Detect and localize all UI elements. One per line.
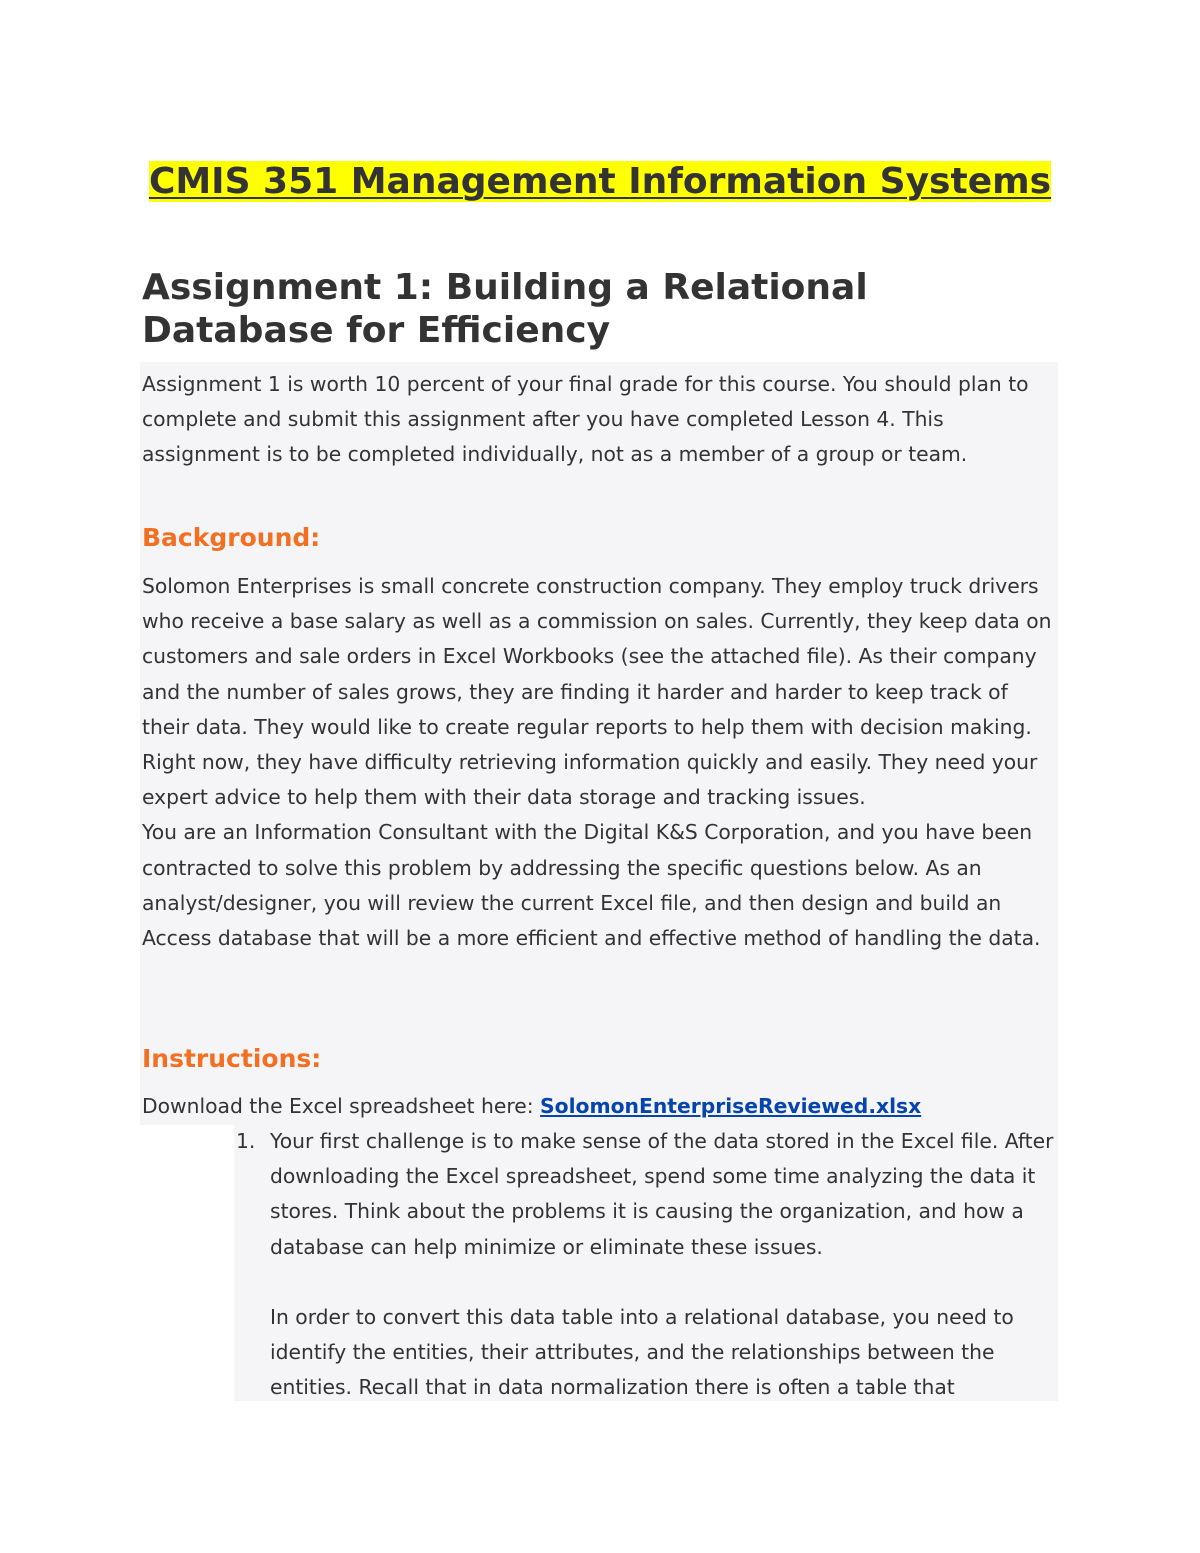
intro-text: Assignment 1 is worth 10 percent of your final grade for this course. You should plan to complete and submit this assignment after you have completed Lesson 4. This assignment is to be completed individually, not as a member of a group or team. xyxy=(142,372,1029,467)
list-item-body xyxy=(270,1124,1060,1406)
background-heading: Background: xyxy=(142,523,321,552)
paragraph-spacer xyxy=(270,1265,1060,1300)
list-item-text-2: In order to convert this data table into a relational database, you need to identify the entities, their attributes, and the relationships between the entities. Recall that in data normalization there is often a table that xyxy=(270,1305,1014,1400)
document-title-block xyxy=(140,160,1060,204)
download-label: Download the Excel spreadsheet here: xyxy=(142,1094,541,1118)
list-item-number: 1. xyxy=(236,1129,256,1153)
background-paragraph-2: You are an Information Consultant with the Digital K&S Corporation, and you have been contracted to solve this problem by addressing the specific questions below. As an analyst/designer, you will review the current Excel file, and then design and build an Access database that will be a more efficient and effective method of handling the data. xyxy=(142,820,1041,951)
intro-paragraph xyxy=(142,367,1057,473)
spreadsheet-download-link[interactable]: SolomonEnterpriseReviewed.xlsx xyxy=(540,1094,922,1118)
document-title: CMIS 351 Management Information Systems xyxy=(148,161,1052,202)
background-section xyxy=(142,569,1057,956)
assignment-heading: Assignment 1: Building a Relational Database for Efficiency xyxy=(142,267,868,351)
instructions-heading: Instructions: xyxy=(142,1044,322,1073)
download-line xyxy=(142,1089,1057,1124)
background-paragraph-1: Solomon Enterprises is small concrete construction company. They employ truck drivers who receive a base salary as well as a commission on sales. Currently, they keep data on customers and sale orders in Excel Workbooks (see the attached file). As their company and the number of sales grows, they are finding it harder and harder to keep track of their data. They would like to create regular reports to help them with decision making. Right now, they have difficulty retrieving information quickly and easily. They need your expert advice to help them with their data storage and tracking issues. xyxy=(142,574,1052,810)
list-item-text-1: Your first challenge is to make sense of the data stored in the Excel file. After downloading the Excel spreadsheet, spend some time analyzing the data it stores. Think about the problems it is causing the organization, and how a database can help minimize or eliminate these issues. xyxy=(270,1129,1054,1259)
